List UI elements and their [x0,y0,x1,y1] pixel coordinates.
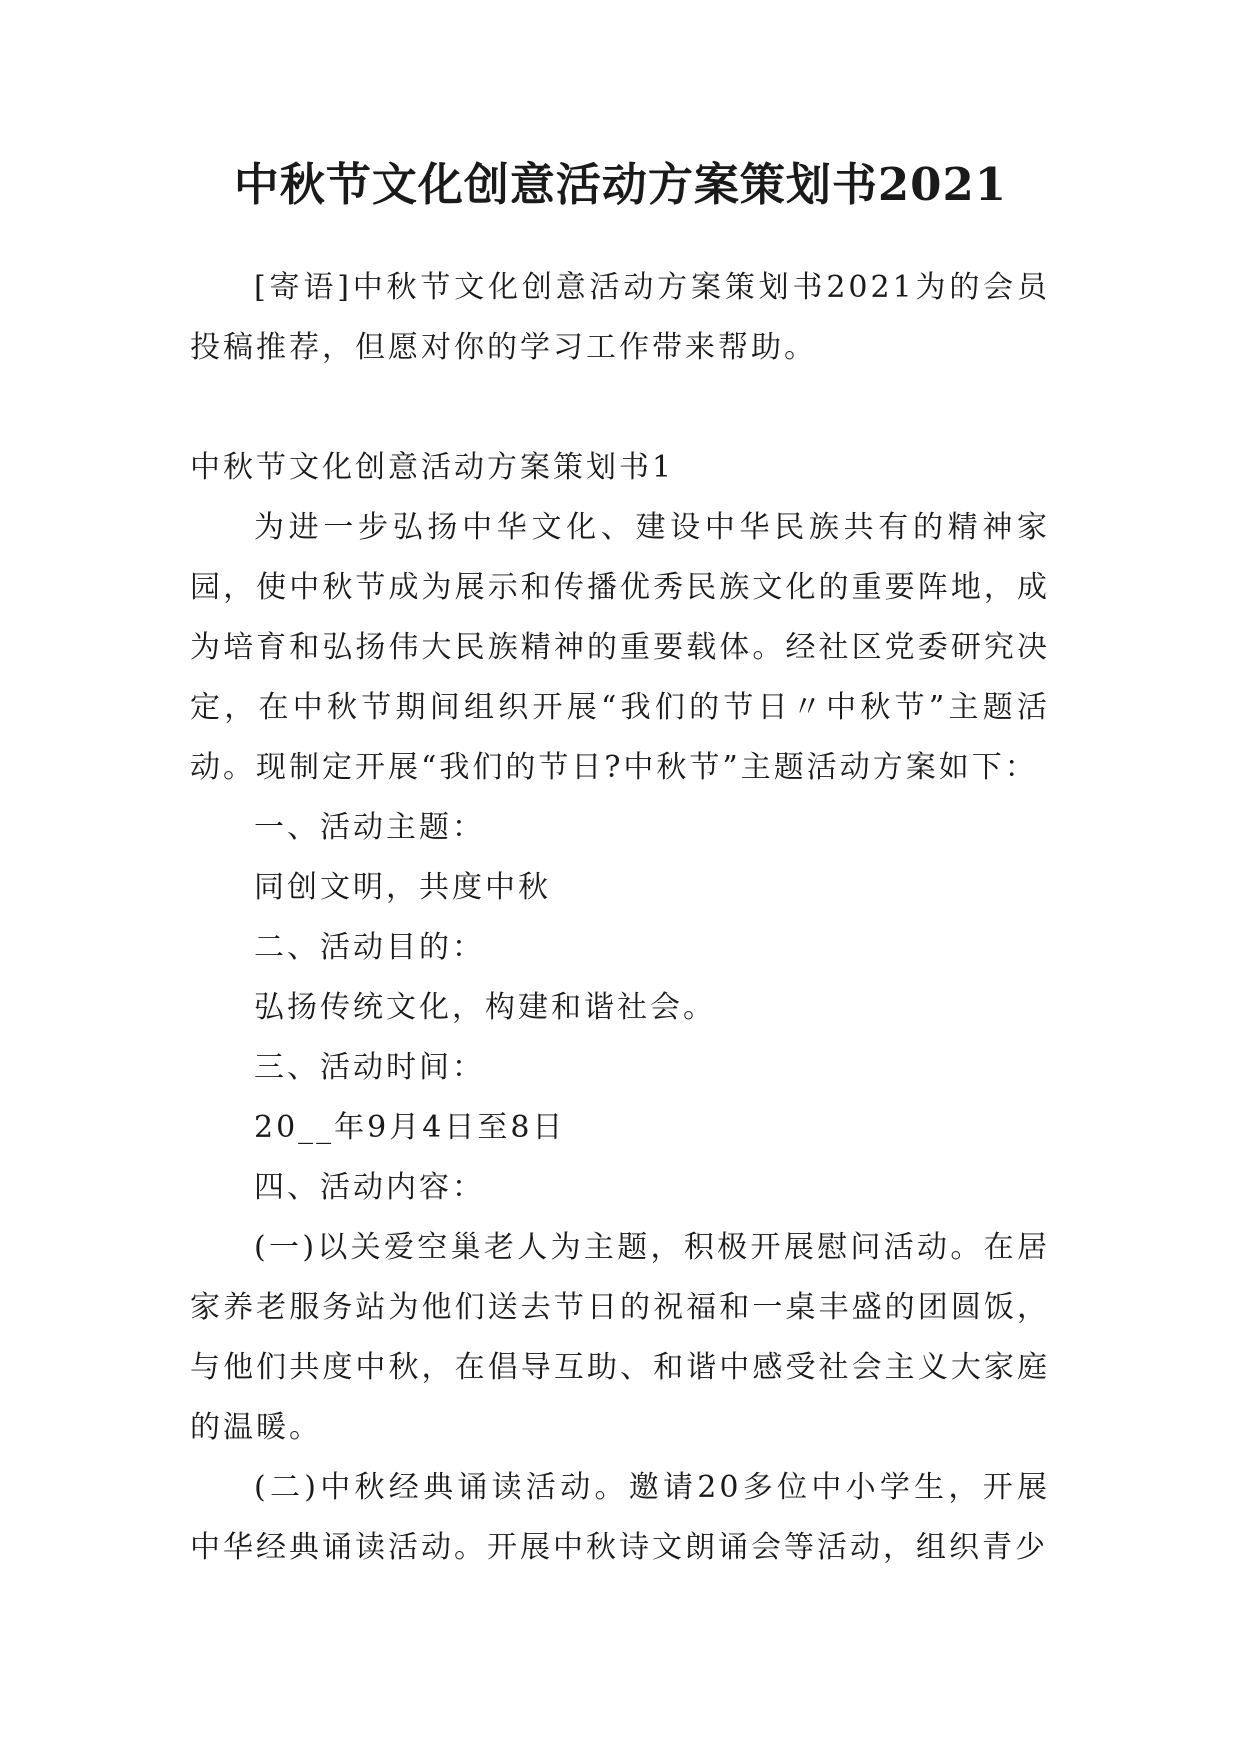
heading-content: 四、活动内容： [254,1170,485,1205]
document-body [190,258,1050,1578]
content-item-2: (二)中秋经典诵读活动。邀请20多位中小学生，开展中华经典诵读活动。开展中秋诗文朗诵会等活动，组织青少 [190,1470,1050,1565]
section-heading: 中秋节文化创意活动方案策划书1 [190,450,675,485]
text-time: 20__年9月4日至8日 [254,1110,566,1145]
heading-goal: 二、活动目的： [254,930,485,965]
paragraph-purpose: 为进一步弘扬中华文化、建设中华民族共有的精神家园，使中秋节成为展示和传播优秀民族文化的重要阵地，成为培育和弘扬伟大民族精神的重要载体。经社区党委研究决定，在中秋节期间组织开展“我们的节日〃中秋节”主题活动。现制定开展“我们的节日?中秋节”主题活动方案如下： [190,510,1050,785]
heading-theme: 一、活动主题： [254,810,485,845]
spacer [190,378,1050,438]
content-item-1: (一)以关爱空巢老人为主题，积极开展慰问活动。在居家养老服务站为他们送去节日的祝福和一桌丰盛的团圆饭，与他们共度中秋，在倡导互助、和谐中感受社会主义大家庭的温暖。 [190,1230,1050,1445]
document-title: 中秋节文化创意活动方案策划书2021 [233,158,1008,211]
heading-time: 三、活动时间： [254,1050,485,1085]
text-theme: 同创文明，共度中秋 [254,870,551,905]
text-goal: 弘扬传统文化，构建和谐社会。 [254,990,716,1025]
intro-paragraph: [寄语]中秋节文化创意活动方案策划书2021为的会员投稿推荐，但愿对你的学习工作带来帮助。 [190,270,1050,365]
